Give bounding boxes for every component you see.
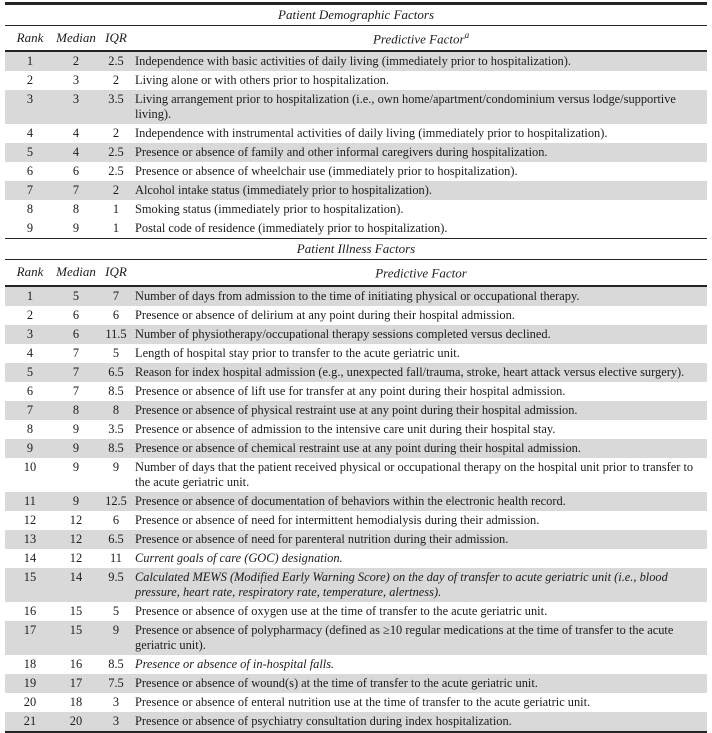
median-cell: 9 <box>72 459 80 474</box>
rank-cell: 2 <box>26 73 34 88</box>
median-cell: 15 <box>69 622 83 637</box>
factor-cell: Presence or absence of documentation of behaviors within the electronic health record. <box>135 493 566 508</box>
median-cell: 18 <box>69 694 83 709</box>
table-row <box>5 181 707 200</box>
iqr-cell: 3 <box>112 713 120 728</box>
iqr-cell: 6.5 <box>108 531 124 546</box>
section-title: Patient Illness Factors <box>5 239 707 260</box>
median-cell: 12 <box>69 531 83 546</box>
table-row <box>5 655 707 674</box>
median-cell: 14 <box>69 569 83 584</box>
factor-cell: Presence or absence of psychiatry consultation during index hospitalization. <box>135 713 512 728</box>
factor-cell: Reason for index hospital admission (e.g., unexpected fall/trauma, stroke, heart attack versus elective surgery). <box>135 364 685 379</box>
iqr-cell: 1 <box>112 221 120 236</box>
table-row <box>5 530 707 549</box>
rank-cell: 10 <box>23 459 37 474</box>
median-cell: 9 <box>72 421 80 436</box>
iqr-cell: 5 <box>112 603 120 618</box>
table-row <box>5 549 707 568</box>
rank-cell: 1 <box>26 54 34 69</box>
factor-cell: Presence or absence of enteral nutrition use at the time of transfer to the acute geriatric unit. <box>135 694 591 709</box>
factor-cell: Independence with instrumental activities of daily living (immediately prior to hospitalization). <box>135 126 608 141</box>
rank-cell: 14 <box>23 550 37 565</box>
median-cell: 12 <box>69 512 83 527</box>
median-cell: 9 <box>72 221 80 236</box>
factor-cell: Number of physiotherapy/occupational therapy sessions completed versus declined. <box>135 326 551 341</box>
column-header-factor-label: Predictive Factor <box>375 265 467 281</box>
table-row <box>5 143 707 162</box>
table-row <box>5 344 707 363</box>
median-cell: 4 <box>72 145 80 160</box>
iqr-cell: 8.5 <box>108 656 124 671</box>
rank-cell: 3 <box>26 326 34 341</box>
table-row <box>5 90 707 124</box>
factor-cell: Postal code of residence (immediately prior to hospitalization). <box>135 221 448 236</box>
iqr-cell: 3.5 <box>108 421 124 436</box>
section-title-row <box>5 239 707 260</box>
rank-cell: 16 <box>23 603 37 618</box>
median-cell: 5 <box>72 288 80 303</box>
rank-cell: 8 <box>26 421 34 436</box>
factor-cell: Presence or absence of admission to the intensive care unit during their hospital stay. <box>135 421 556 436</box>
table-row <box>5 382 707 401</box>
column-header-iqr: IQR <box>97 26 135 52</box>
median-cell: 20 <box>69 713 83 728</box>
column-header-row <box>5 26 707 52</box>
median-cell: 8 <box>72 402 80 417</box>
factor-cell: Length of hospital stay prior to transfer to the acute geriatric unit. <box>135 345 460 360</box>
iqr-cell: 7.5 <box>108 675 124 690</box>
factor-cell: Independence with basic activities of daily living (immediately prior to hospitalization). <box>135 54 571 69</box>
table-row <box>5 200 707 219</box>
table-row <box>5 401 707 420</box>
iqr-cell: 6 <box>112 512 120 527</box>
median-cell: 9 <box>72 493 80 508</box>
median-cell: 12 <box>69 550 83 565</box>
table-row <box>5 124 707 143</box>
median-cell: 17 <box>69 675 83 690</box>
factor-cell: Alcohol intake status (immediately prior to hospitalization). <box>135 183 432 198</box>
iqr-cell: 2 <box>112 126 120 141</box>
iqr-cell: 9 <box>112 459 120 474</box>
column-header-rank: Rank <box>5 260 55 286</box>
table-row <box>5 511 707 530</box>
section-title: Patient Demographic Factors <box>5 4 707 26</box>
section-demographic-factors <box>5 4 707 239</box>
rank-cell: 19 <box>23 675 37 690</box>
iqr-cell: 2 <box>112 73 120 88</box>
iqr-cell: 6.5 <box>108 364 124 379</box>
factor-cell: Current goals of care (GOC) designation. <box>135 550 343 565</box>
iqr-cell: 6 <box>112 307 120 322</box>
iqr-cell: 8.5 <box>108 440 124 455</box>
median-cell: 2 <box>72 54 80 69</box>
rank-cell: 15 <box>23 569 37 584</box>
factor-cell: Presence or absence of wound(s) at the time of transfer to the acute geriatric unit. <box>135 675 538 690</box>
rank-cell: 8 <box>26 202 34 217</box>
factor-cell: Presence or absence of family and other informal caregivers during hospitalization. <box>135 145 548 160</box>
iqr-cell: 2.5 <box>108 145 124 160</box>
median-cell: 7 <box>72 183 80 198</box>
table-row <box>5 286 707 306</box>
footnote-marker: a <box>464 30 470 40</box>
rank-cell: 4 <box>26 345 34 360</box>
table-row <box>5 51 707 71</box>
median-cell: 6 <box>72 164 80 179</box>
section-illness-factors <box>5 239 707 732</box>
rank-cell: 6 <box>26 383 34 398</box>
median-cell: 7 <box>72 383 80 398</box>
iqr-cell: 8 <box>112 402 120 417</box>
iqr-cell: 2 <box>112 183 120 198</box>
iqr-cell: 2.5 <box>108 54 124 69</box>
rank-cell: 3 <box>26 92 34 107</box>
rank-cell: 11 <box>24 493 36 508</box>
median-cell: 6 <box>72 307 80 322</box>
rank-cell: 2 <box>26 307 34 322</box>
column-header-factor <box>135 26 707 52</box>
rank-cell: 13 <box>23 531 37 546</box>
iqr-cell: 9.5 <box>108 569 124 584</box>
table-row <box>5 693 707 712</box>
table-row <box>5 674 707 693</box>
rank-cell: 5 <box>26 145 34 160</box>
factor-cell: Presence or absence of oxygen use at the time of transfer to the acute geriatric unit. <box>135 603 548 618</box>
table-row <box>5 162 707 181</box>
median-cell: 4 <box>72 126 80 141</box>
factor-cell: Calculated MEWS (Modified Early Warning Score) on the day of transfer to acute geriatric unit (i.e., blood pressure, heart rate, respiratory rate, temperature, alertness). <box>135 569 668 599</box>
column-header-iqr: IQR <box>97 260 135 286</box>
table-row <box>5 439 707 458</box>
column-header-rank: Rank <box>5 26 55 52</box>
table-row <box>5 219 707 239</box>
iqr-cell: 11.5 <box>105 326 127 341</box>
median-cell: 3 <box>72 92 80 107</box>
rank-cell: 6 <box>26 164 34 179</box>
median-cell: 7 <box>72 345 80 360</box>
factor-cell: Number of days that the patient received physical or occupational therapy on the hospital unit prior to transfer to the acute geriatric unit. <box>135 459 694 489</box>
median-cell: 9 <box>72 440 80 455</box>
rank-cell: 20 <box>23 694 37 709</box>
iqr-cell: 7 <box>112 288 120 303</box>
table-row <box>5 306 707 325</box>
iqr-cell: 3.5 <box>108 92 124 107</box>
median-cell: 3 <box>72 73 80 88</box>
rank-cell: 4 <box>26 126 34 141</box>
rank-cell: 5 <box>26 364 34 379</box>
table-row <box>5 712 707 732</box>
table-row <box>5 492 707 511</box>
rank-cell: 9 <box>26 440 34 455</box>
factor-cell: Presence or absence of chemical restraint use at any point during their hospital admission. <box>135 440 581 455</box>
rank-cell: 18 <box>23 656 37 671</box>
rank-cell: 1 <box>26 288 34 303</box>
table-row <box>5 71 707 90</box>
table-row <box>5 458 707 492</box>
factor-cell: Number of days from admission to the time of initiating physical or occupational therapy. <box>135 288 580 303</box>
predictive-factors-table <box>5 2 707 733</box>
table-row <box>5 325 707 344</box>
median-cell: 16 <box>69 656 83 671</box>
rank-cell: 9 <box>26 221 34 236</box>
table-row <box>5 621 707 655</box>
median-cell: 7 <box>72 364 80 379</box>
factor-cell: Presence or absence of wheelchair use (immediately prior to hospitalization). <box>135 164 518 179</box>
iqr-cell: 2.5 <box>108 164 124 179</box>
factor-cell: Presence or absence of physical restraint use at any point during their hospital admission. <box>135 402 578 417</box>
factor-cell: Smoking status (immediately prior to hospitalization). <box>135 202 404 217</box>
iqr-cell: 1 <box>112 202 120 217</box>
factor-cell: Presence or absence of polypharmacy (defined as ≥10 regular medications at the time of transfer to the acute geriatric unit). <box>135 622 674 652</box>
iqr-cell: 9 <box>112 622 120 637</box>
median-cell: 6 <box>72 326 80 341</box>
factor-cell: Presence or absence of need for parenteral nutrition during their admission. <box>135 531 509 546</box>
iqr-cell: 11 <box>110 550 122 565</box>
rank-cell: 12 <box>23 512 37 527</box>
factor-cell: Presence or absence of in-hospital falls. <box>135 656 335 671</box>
iqr-cell: 5 <box>112 345 120 360</box>
table-row <box>5 420 707 439</box>
rank-cell: 21 <box>23 713 37 728</box>
rank-cell: 7 <box>26 402 34 417</box>
column-header-median: Median <box>55 260 97 286</box>
column-header-factor <box>135 260 707 286</box>
median-cell: 8 <box>72 202 80 217</box>
factor-cell: Presence or absence of lift use for transfer at any point during their hospital admission. <box>135 383 566 398</box>
table-row <box>5 602 707 621</box>
iqr-cell: 8.5 <box>108 383 124 398</box>
column-header-median: Median <box>55 26 97 52</box>
factor-cell: Living arrangement prior to hospitalization (i.e., own home/apartment/condominium versus lodge/supportive living). <box>135 92 676 122</box>
table-row <box>5 568 707 602</box>
section-title-row <box>5 4 707 26</box>
rank-cell: 17 <box>23 622 37 637</box>
iqr-cell: 3 <box>112 694 120 709</box>
median-cell: 15 <box>69 603 83 618</box>
column-header-row <box>5 260 707 286</box>
factor-cell: Living alone or with others prior to hospitalization. <box>135 73 389 88</box>
factor-cell: Presence or absence of need for intermittent hemodialysis during their admission. <box>135 512 540 527</box>
rank-cell: 7 <box>26 183 34 198</box>
factor-cell: Presence or absence of delirium at any point during their hospital admission. <box>135 307 515 322</box>
column-header-factor-label: Predictive Factor <box>372 31 465 47</box>
table-row <box>5 363 707 382</box>
iqr-cell: 12.5 <box>105 493 127 508</box>
